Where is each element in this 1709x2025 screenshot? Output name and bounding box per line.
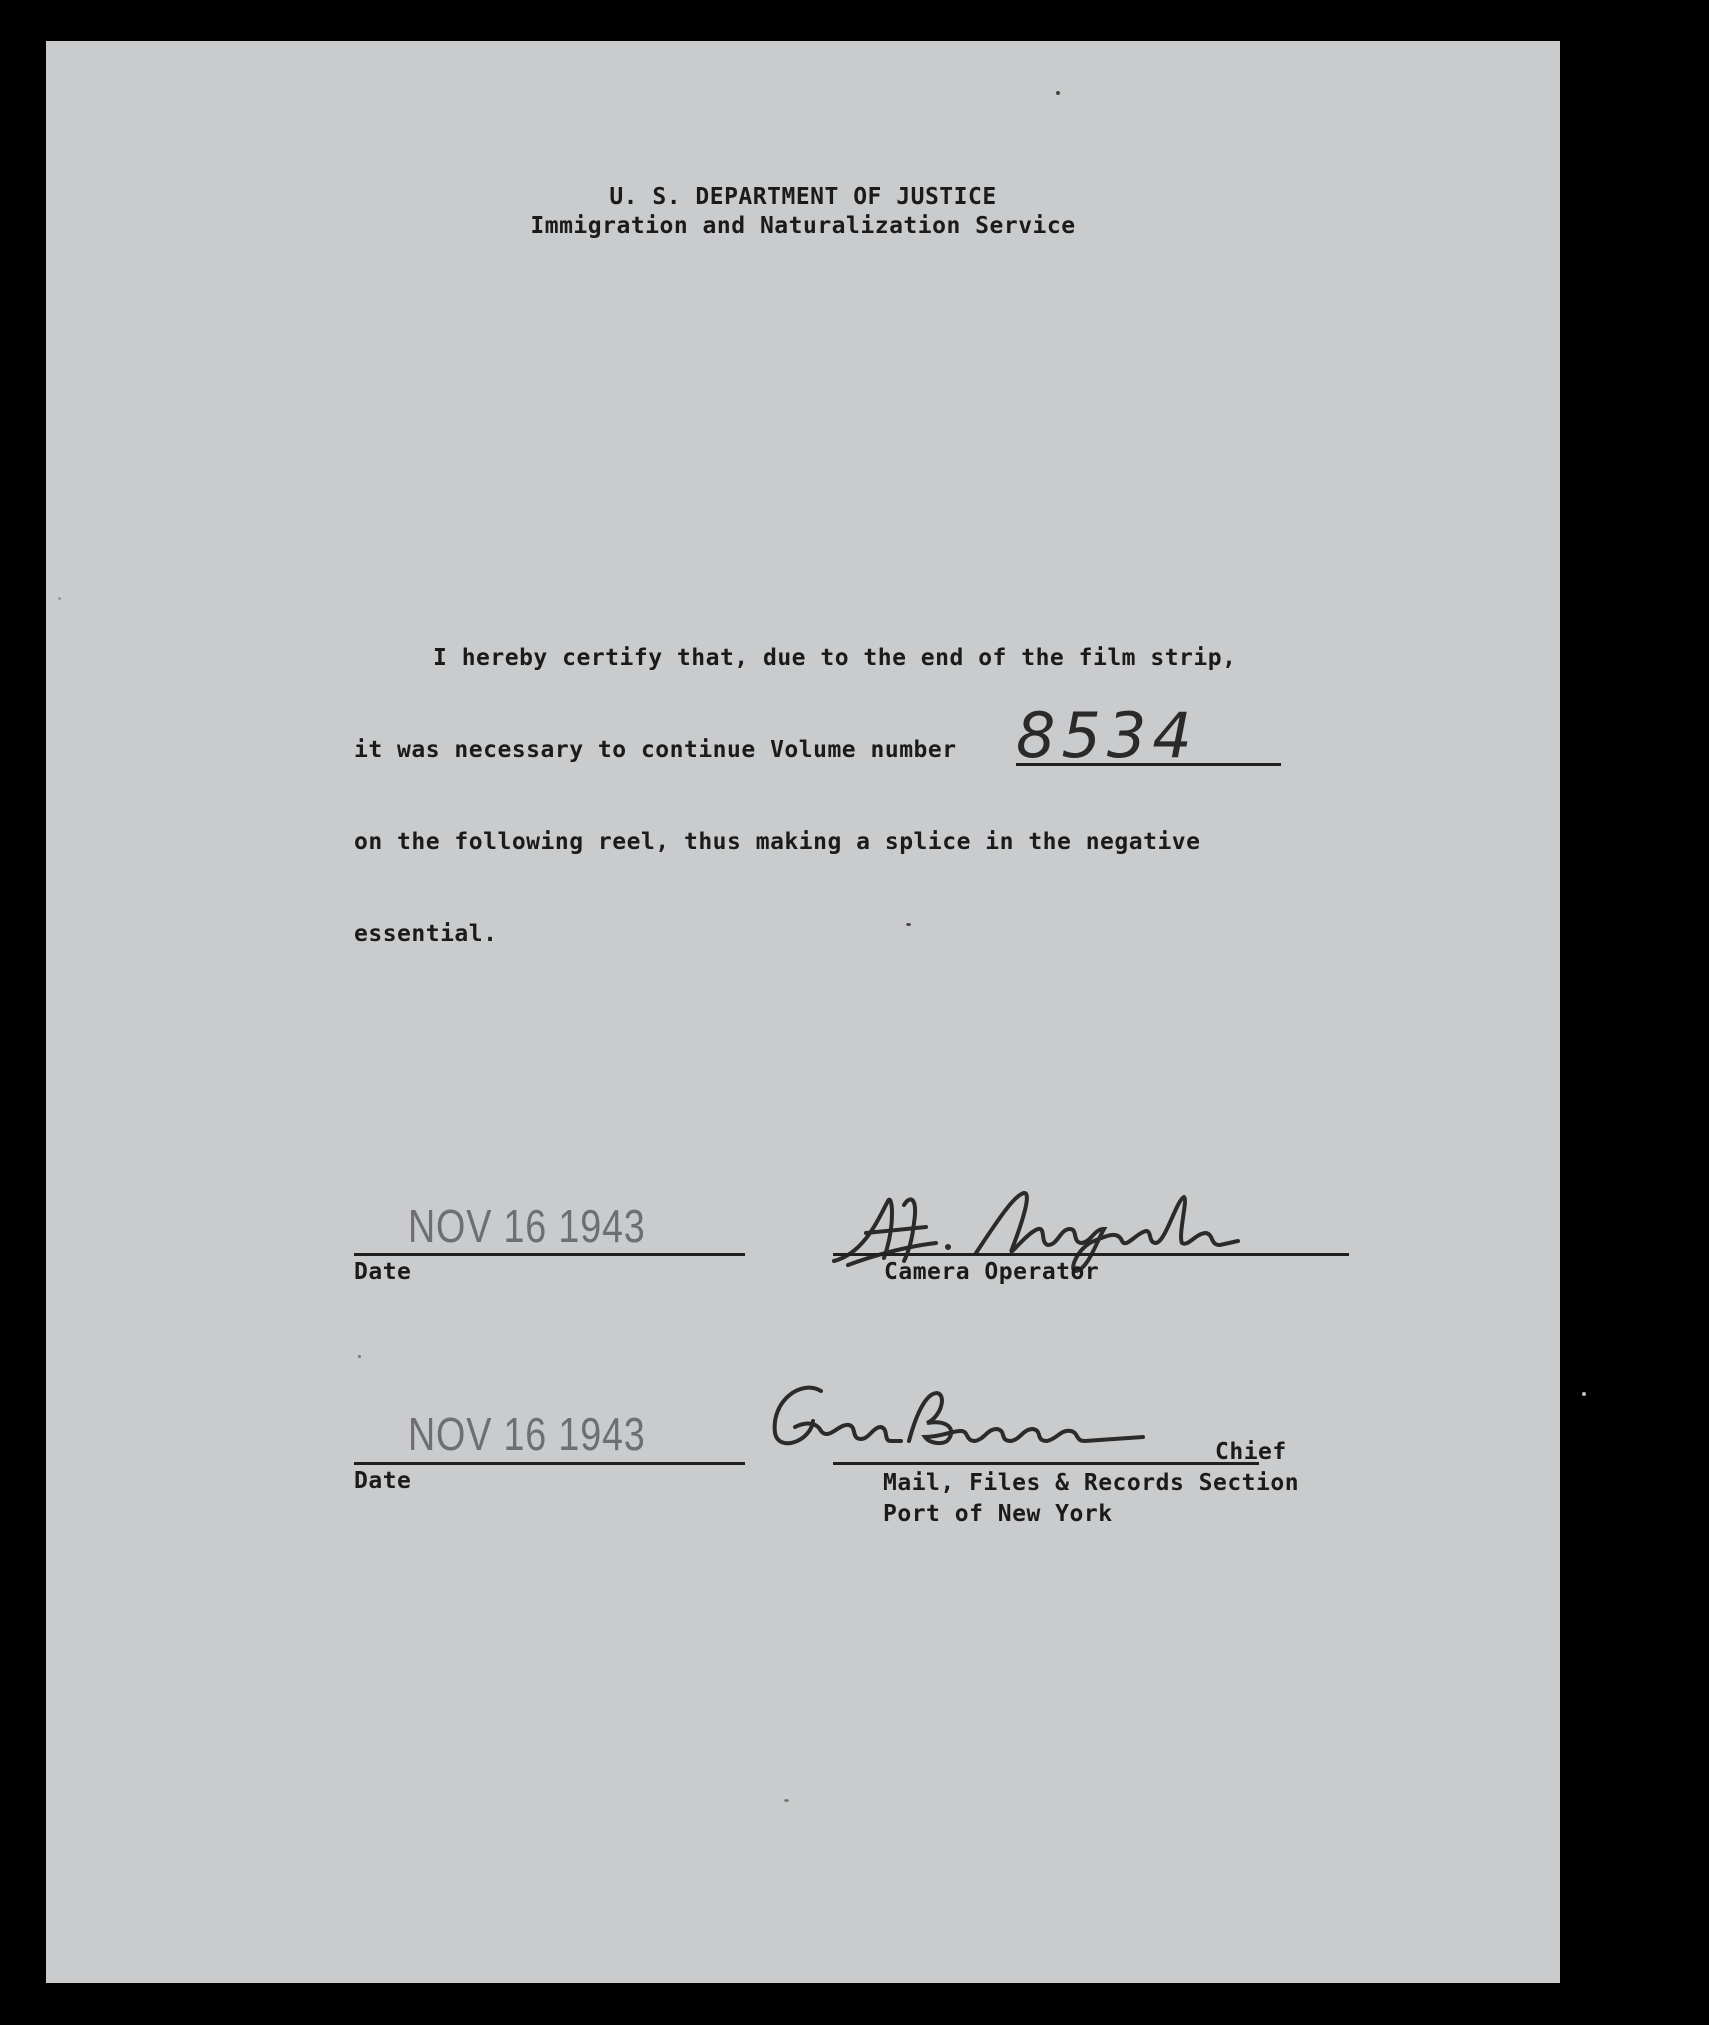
certificate-line-2: it was necessary to continue Volume number (354, 737, 957, 763)
film-speck (1056, 91, 1060, 95)
date-line-1 (354, 1253, 745, 1256)
signature-line-2 (833, 1462, 1259, 1465)
department-heading: U. S. DEPARTMENT OF JUSTICE (609, 184, 997, 210)
volume-number-underline (1016, 763, 1281, 766)
certificate-line-3: on the following reel, thus making a splice in the negative (354, 829, 1201, 855)
signature-line-1 (833, 1253, 1349, 1256)
certificate-line-4: essential. (354, 921, 498, 947)
date-stamp-1: NOV 16 1943 (408, 1200, 646, 1252)
date-label-1: Date (354, 1259, 412, 1285)
document-page (46, 41, 1560, 1983)
film-speck (358, 1355, 361, 1358)
film-speck (1582, 1392, 1586, 1396)
film-speck (784, 1799, 789, 1802)
date-label-2: Date (354, 1468, 412, 1494)
certificate-line-1: I hereby certify that, due to the end of the film strip, (433, 645, 1237, 671)
chief-signature (751, 1371, 1151, 1461)
port-title: Port of New York (883, 1501, 1113, 1527)
date-stamp-2: NOV 16 1943 (408, 1408, 646, 1460)
chief-title: Chief (1215, 1439, 1287, 1465)
film-speck (906, 923, 911, 926)
camera-operator-title: Camera Operator (884, 1259, 1100, 1285)
volume-number-handwritten: 8534 (1016, 699, 1198, 772)
film-speck (58, 597, 61, 600)
date-line-2 (354, 1462, 745, 1465)
service-heading: Immigration and Naturalization Service (530, 213, 1076, 239)
section-title: Mail, Files & Records Section (883, 1470, 1300, 1496)
